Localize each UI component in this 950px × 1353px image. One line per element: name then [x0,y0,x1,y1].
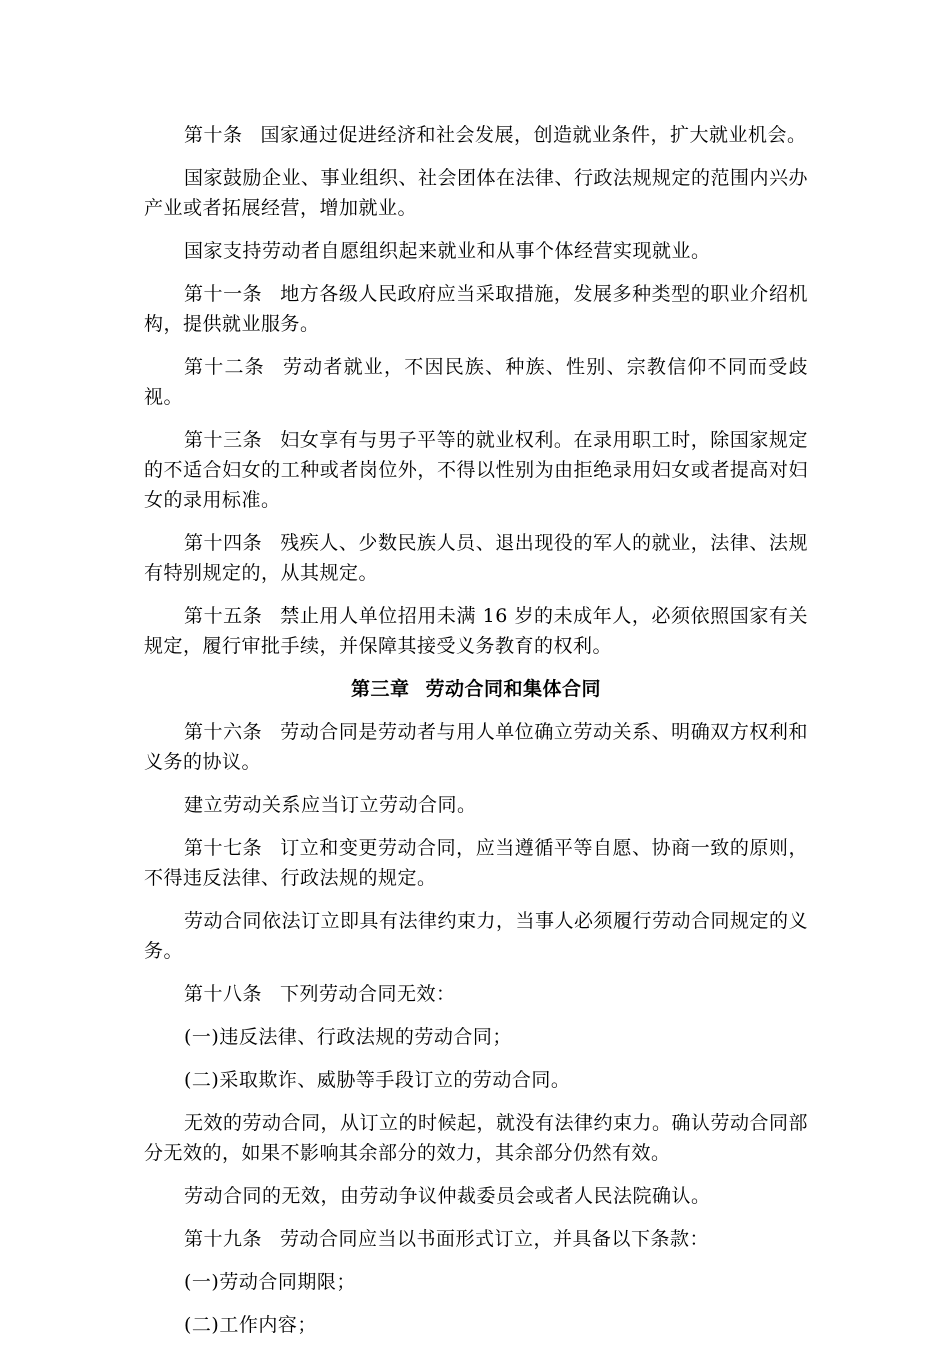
paragraph [144,236,808,266]
article-19 [144,1224,808,1254]
list-item-text: (一)劳动合同期限； [184,1271,356,1293]
article-text: 订立和变更劳动合同，应当遵循平等自愿、协商一致的原则，不得违反法律、行政法规的规定。 [144,837,808,889]
article-text: 劳动合同应当以书面形式订立，并具备以下条款： [280,1228,710,1250]
list-item [144,1267,808,1297]
article-text: 国家通过促进经济和社会发展，创造就业条件，扩大就业机会。 [260,124,807,146]
list-item [144,1065,808,1095]
article-text: 劳动合同是劳动者与用人单位确立劳动关系、明确双方权利和义务的协议。 [144,721,808,773]
article-10 [144,120,808,150]
paragraph-text: 劳动合同的无效，由劳动争议仲裁委员会或者人民法院确认。 [184,1185,711,1207]
article-number: 第十一条 [184,283,263,305]
paragraph [144,1181,808,1211]
article-text: 残疾人、少数民族人员、退出现役的军人的就业，法律、法规有特别规定的，从其规定。 [144,532,808,584]
article-text: 禁止用人单位招用未满 16 岁的未成年人，必须依照国家有关规定，履行审批手续，并保障其接受义务教育的权利。 [144,605,808,657]
article-number: 第十三条 [184,429,263,451]
article-16 [144,717,808,777]
paragraph-text: 建立劳动关系应当订立劳动合同。 [184,794,477,816]
article-number: 第十六条 [184,721,263,743]
chapter-number: 第三章 [350,678,410,700]
paragraph [144,1108,808,1168]
article-15 [144,601,808,661]
paragraph [144,163,808,223]
chapter-title: 劳动合同和集体合同 [425,678,602,700]
article-number: 第十八条 [184,983,263,1005]
article-14 [144,528,808,588]
paragraph [144,906,808,966]
article-text: 妇女享有与男子平等的就业权利。在录用职工时，除国家规定的不适合妇女的工种或者岗位外，不得以性别为由拒绝录用妇女或者提高对妇女的录用标准。 [144,429,808,511]
article-text: 劳动者就业，不因民族、种族、性别、宗教信仰不同而受歧视。 [144,356,808,408]
document-body [144,120,808,1353]
article-12 [144,352,808,412]
list-item [144,1310,808,1340]
paragraph-text: 国家支持劳动者自愿组织起来就业和从事个体经营实现就业。 [184,240,711,262]
list-item-text: (二)工作内容； [184,1314,317,1336]
article-number: 第十七条 [184,837,263,859]
paragraph [144,790,808,820]
paragraph-text: 劳动合同依法订立即具有法律约束力，当事人必须履行劳动合同规定的义务。 [144,910,809,962]
article-number: 第十二条 [184,356,265,378]
article-number: 第十九条 [184,1228,263,1250]
article-text: 下列劳动合同无效： [280,983,456,1005]
article-13 [144,425,808,515]
paragraph-text: 国家鼓励企业、事业组织、社会团体在法律、行政法规规定的范围内兴办产业或者拓展经营，增加就业。 [144,167,809,219]
paragraph-text: 无效的劳动合同，从订立的时候起，就没有法律约束力。确认劳动合同部分无效的，如果不影响其余部分的效力，其余部分仍然有效。 [144,1112,809,1164]
article-number: 第十五条 [184,605,263,627]
list-item-text: (二)采取欺诈、威胁等手段订立的劳动合同。 [184,1069,571,1091]
list-item-text: (一)违反法律、行政法规的劳动合同； [184,1026,512,1048]
article-17 [144,833,808,893]
article-text: 地方各级人民政府应当采取措施，发展多种类型的职业介绍机构，提供就业服务。 [144,283,808,335]
article-number: 第十四条 [184,532,263,554]
list-item [144,1022,808,1052]
article-number: 第十条 [184,124,243,146]
article-18 [144,979,808,1009]
article-11 [144,279,808,339]
chapter-heading [144,674,808,704]
